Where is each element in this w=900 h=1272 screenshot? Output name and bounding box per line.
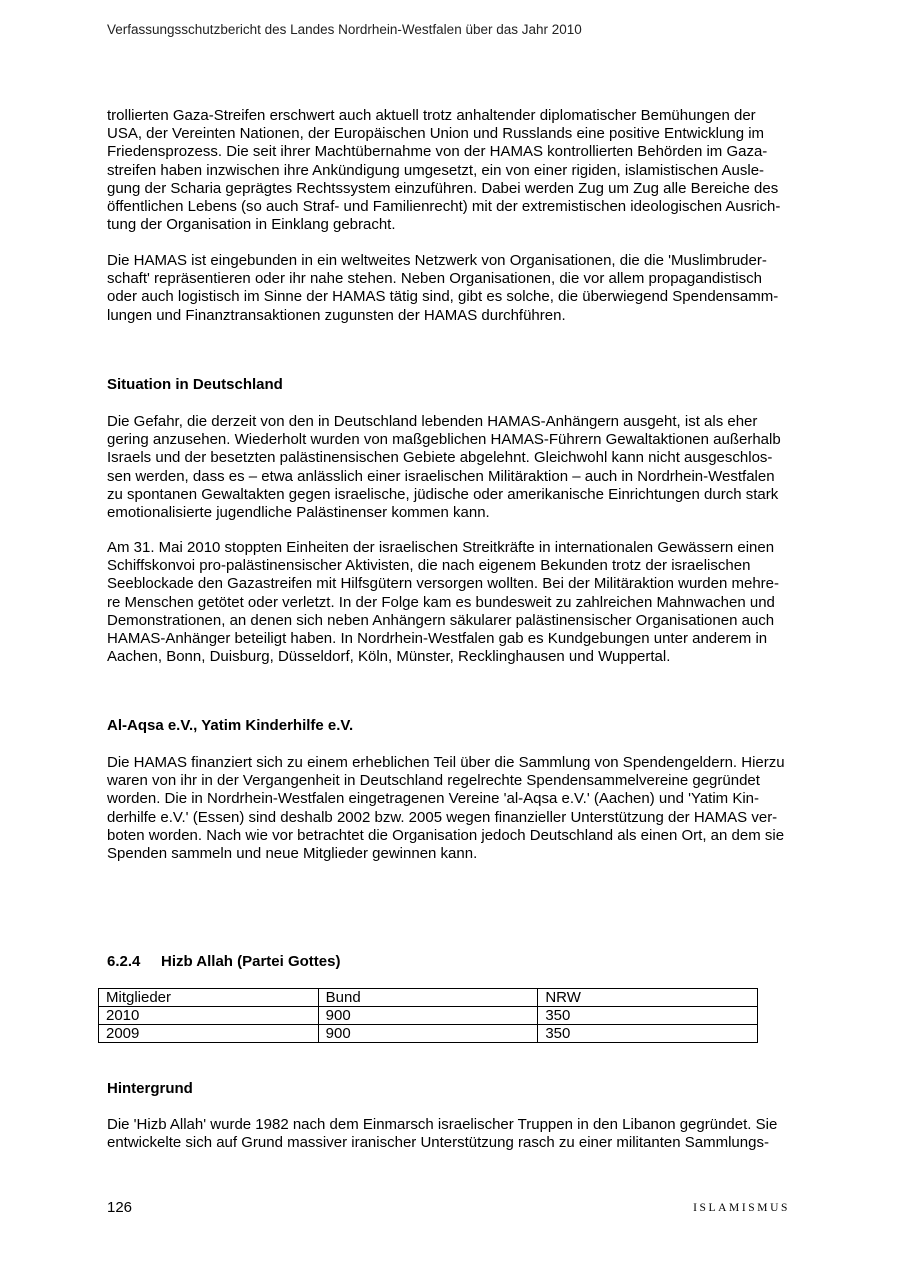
paragraph-network: Die HAMAS ist eingebunden in ein weltweites Netzwerk von Organisationen, die die 'Muslimbruder- schaft' repräsentieren oder ihr nahe stehen. Neben Organisationen, die vor allem propagandistisch oder auch logistisch im Sinne der HAMAS tätig sind, gibt es solche, die überwiegend Spendensamm- lungen und Finanztransaktionen zugunsten der HAMAS durchführen. bbox=[107, 252, 779, 324]
table-header-row bbox=[99, 989, 758, 1007]
table-row bbox=[99, 1025, 758, 1043]
paragraph-convoy: Am 31. Mai 2010 stoppten Einheiten der israelischen Streitkräfte in internationalen Gewässern einen Schiffskonvoi pro-palästinensischer Aktivisten, die nach eigenem Bekunden trotz der israelischen Seeblockade den Gazastreifen mit Hilfsgütern versorgen wollten. Bei der Militäraktion wurden mehre- re Menschen getötet oder verletzt. In der Folge kam es bundesweit zu zahlreichen Mahnwachen und Demonstrationen, an denen sich neben Anhängern säkularer palästinensischer Organisationen auch HAMAS-Anhänger beteiligt haben. In Nordrhein-Westfalen gab es Kundgebungen unter anderem in Aachen, Bonn, Duisburg, Düsseldorf, Köln, Münster, Recklinghausen und Wuppertal. bbox=[107, 539, 779, 666]
heading-hintergrund: Hintergrund bbox=[107, 1080, 193, 1097]
footer-section-label: ISLAMISMUS bbox=[693, 1202, 790, 1214]
table-header-cell: NRW bbox=[538, 989, 758, 1007]
running-header: Verfassungsschutzbericht des Landes Nordrhein-Westfalen über das Jahr 2010 bbox=[107, 22, 582, 37]
members-table bbox=[98, 988, 758, 1043]
section-number: 6.2.4 bbox=[107, 953, 141, 970]
paragraph-gaza: trollierten Gaza-Streifen erschwert auch aktuell trotz anhaltender diplomatischer Bemühungen der USA, der Vereinten Nationen, der Europäischen Union und Russlands eine positive Entwicklung im Friedensprozess. Die seit ihrer Machtübernahme von der HAMAS kontrollierten Behörden im Gaza- streifen haben inzwischen ihre Ankündigung umgesetzt, ein von einer rigiden, islamistischen Ausle- gung der Scharia geprägtes Rechtssystem einzuführen. Dabei werden Zug um Zug alle Bereiche des öffentlichen Lebens (so auch Straf- und Familienrecht) mit der extremistischen ideologischen Ausrich- tung der Organisation in Einklang gebracht. bbox=[107, 107, 781, 234]
table-cell: 350 bbox=[538, 1007, 758, 1025]
section-title: Hizb Allah (Partei Gottes) bbox=[161, 953, 341, 970]
table-cell: 350 bbox=[538, 1025, 758, 1043]
section-heading-hizb-allah bbox=[107, 953, 340, 970]
table-cell: 900 bbox=[318, 1007, 538, 1025]
paragraph-funding: Die HAMAS finanziert sich zu einem erheblichen Teil über die Sammlung von Spendengeldern. Hierzu waren von ihr in der Vergangenheit in Deutschland regelrechte Spendensammelvereine gegründet worden. Die in Nordrhein-Westfalen eingetragenen Vereine 'al-Aqsa e.V.' (Aachen) und 'Yatim Kin- derhilfe e.V.' (Essen) sind deshalb 2002 bzw. 2005 wegen finanzieller Unterstützung der HAMAS ver- boten worden. Nach wie vor betrachtet die Organisation jedoch Deutschland als einen Ort, an dem sie Spenden sammeln und neue Mitglieder gewinnen kann. bbox=[107, 754, 785, 863]
paragraph-danger: Die Gefahr, die derzeit von den in Deutschland lebenden HAMAS-Anhängern ausgeht, ist als eher gering anzusehen. Wiederholt wurden von maßgeblichen HAMAS-Führern Gewaltaktionen außerhalb Israels und der besetzten palästinensischen Gebiete abgelehnt. Gleichwohl kann nicht ausgeschlos- sen werden, dass es – etwa anlässlich einer israelischen Militäraktion – auch in Nordrhein-Westfalen zu spontanen Gewaltakten gegen israelische, jüdische oder amerikanische Einrichtungen durch stark emotionalisierte jugendliche Palästinenser kommen kann. bbox=[107, 413, 781, 522]
paragraph-hizb-allah: Die 'Hizb Allah' wurde 1982 nach dem Einmarsch israelischer Truppen in den Libanon gegründet. Sie entwickelte sich auf Grund massiver iranischer Unterstützung rasch zu einer militanten Sammlungs- bbox=[107, 1116, 778, 1152]
table-cell: 2009 bbox=[99, 1025, 319, 1043]
heading-alaqsa: Al-Aqsa e.V., Yatim Kinderhilfe e.V. bbox=[107, 717, 354, 734]
table-cell: 2010 bbox=[99, 1007, 319, 1025]
heading-situation: Situation in Deutschland bbox=[107, 376, 283, 393]
table-header-cell: Mitglieder bbox=[99, 989, 319, 1007]
table-cell: 900 bbox=[318, 1025, 538, 1043]
page-number: 126 bbox=[107, 1199, 133, 1216]
table-row bbox=[99, 1007, 758, 1025]
table-header-cell: Bund bbox=[318, 989, 538, 1007]
